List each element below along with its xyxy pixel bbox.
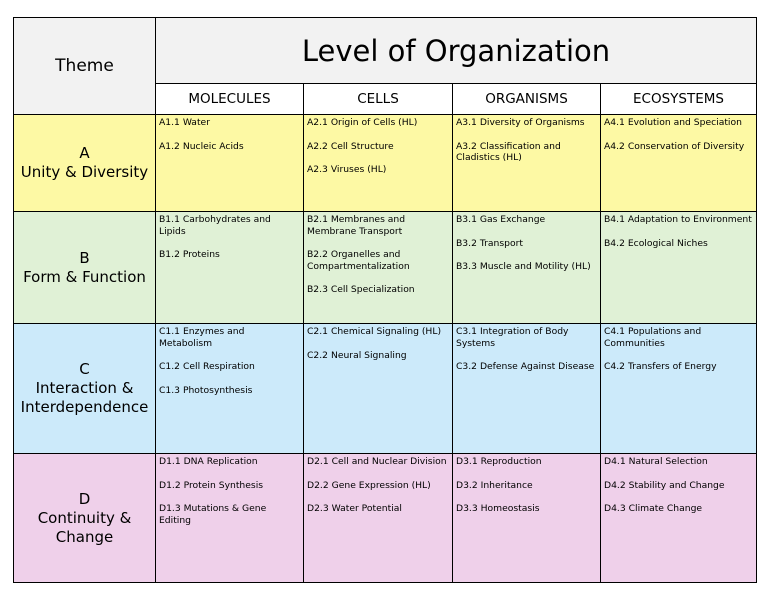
theme-row-c xyxy=(14,324,757,454)
topic-item: B2.3 Cell Specialization xyxy=(307,284,415,295)
topic-item: C4.2 Transfers of Energy xyxy=(604,361,717,372)
theme-header: Theme xyxy=(14,18,156,115)
topic-item: A2.2 Cell Structure xyxy=(307,140,394,152)
topic-item: D4.1 Natural Selection xyxy=(604,456,708,467)
topic-item: B2.2 Organelles and Compartmentalization xyxy=(307,249,410,272)
topic-cell-organisms xyxy=(453,454,601,583)
curriculum-table xyxy=(13,17,757,583)
topic-cell-cells xyxy=(304,115,453,212)
topic-item: D2.2 Gene Expression (HL) xyxy=(307,479,431,491)
topic-cell-organisms xyxy=(453,324,601,454)
topic-item: C1.2 Cell Respiration xyxy=(159,361,255,372)
topic-item: C3.2 Defense Against Disease xyxy=(456,361,595,372)
column-header-organisms: ORGANISMS xyxy=(453,84,601,115)
topic-item: D3.1 Reproduction xyxy=(456,456,542,467)
topic-item: C3.1 Integration of Body Systems xyxy=(456,326,569,349)
topic-item: D2.3 Water Potential xyxy=(307,503,402,514)
topic-item: D1.3 Mutations & Gene Editing xyxy=(159,503,267,526)
theme-row-d xyxy=(14,454,757,583)
topic-item: B1.2 Proteins xyxy=(159,249,220,260)
topic-item: A4.1 Evolution and Speciation xyxy=(604,117,742,128)
topic-item: B2.1 Membranes and Membrane Transport xyxy=(307,214,406,237)
topic-cell-cells xyxy=(304,324,453,454)
theme-name: Interaction & Interdependence xyxy=(20,379,149,416)
topic-item: D1.2 Protein Synthesis xyxy=(159,479,264,491)
topic-cell-cells xyxy=(304,454,453,583)
topic-item: A3.1 Diversity of Organisms xyxy=(456,117,585,128)
theme-letter: A xyxy=(79,144,90,162)
column-header-cells: CELLS xyxy=(304,84,453,115)
column-header-molecules: MOLECULES xyxy=(156,84,304,115)
topic-item: C2.2 Neural Signaling xyxy=(307,349,407,361)
topic-item: C4.1 Populations and Communities xyxy=(604,326,702,349)
topic-item: A4.2 Conservation of Diversity xyxy=(604,140,745,152)
topic-item: B3.1 Gas Exchange xyxy=(456,214,546,225)
theme-name: Form & Function xyxy=(23,267,146,286)
topic-cell-organisms xyxy=(453,212,601,324)
theme-rows xyxy=(14,115,757,583)
level-of-organization-title: Level of Organization xyxy=(156,18,757,84)
topic-item: B3.2 Transport xyxy=(456,237,523,249)
topic-item: A2.3 Viruses (HL) xyxy=(307,164,387,175)
topic-cell-cells xyxy=(304,212,453,324)
topic-item: C2.1 Chemical Signaling (HL) xyxy=(307,326,442,337)
topic-item: D2.1 Cell and Nuclear Division xyxy=(307,456,447,467)
topic-cell-ecosystems xyxy=(601,212,757,324)
topic-cell-organisms xyxy=(453,115,601,212)
topic-item: A1.2 Nucleic Acids xyxy=(159,140,244,152)
theme-letter: D xyxy=(78,489,91,508)
topic-cell-molecules xyxy=(156,324,304,454)
topic-cell-ecosystems xyxy=(601,324,757,454)
theme-letter: C xyxy=(79,360,90,378)
topic-item: C1.3 Photosynthesis xyxy=(159,384,253,396)
topic-item: B1.1 Carbohydrates and Lipids xyxy=(159,214,271,237)
theme-cell xyxy=(14,212,156,324)
topic-item: B4.1 Adaptation to Environment xyxy=(604,214,752,225)
topic-cell-ecosystems xyxy=(601,115,757,212)
topic-item: D4.2 Stability and Change xyxy=(604,479,725,491)
theme-cell xyxy=(14,115,156,212)
topic-item: D3.3 Homeostasis xyxy=(456,503,540,514)
topic-item: D3.2 Inheritance xyxy=(456,479,533,491)
theme-cell xyxy=(14,454,156,583)
topic-item: B3.3 Muscle and Motility (HL) xyxy=(456,261,591,272)
topic-item: A1.1 Water xyxy=(159,117,210,128)
theme-cell xyxy=(14,324,156,454)
theme-name: Continuity & Change xyxy=(37,508,132,546)
theme-name: Unity & Diversity xyxy=(20,163,149,181)
column-header-ecosystems: ECOSYSTEMS xyxy=(601,84,757,115)
topic-item: D4.3 Climate Change xyxy=(604,503,703,514)
topic-item: C1.1 Enzymes and Metabolism xyxy=(159,326,245,349)
theme-row-a xyxy=(14,115,757,212)
topic-cell-molecules xyxy=(156,115,304,212)
topic-item: A2.1 Origin of Cells (HL) xyxy=(307,117,418,128)
topic-item: B4.2 Ecological Niches xyxy=(604,237,708,249)
topic-item: A3.2 Classification and Cladistics (HL) xyxy=(456,140,561,163)
theme-row-b xyxy=(14,212,757,324)
theme-letter: B xyxy=(79,248,90,267)
topic-cell-molecules xyxy=(156,454,304,583)
topic-cell-molecules xyxy=(156,212,304,324)
topic-item: D1.1 DNA Replication xyxy=(159,456,258,467)
topic-cell-ecosystems xyxy=(601,454,757,583)
